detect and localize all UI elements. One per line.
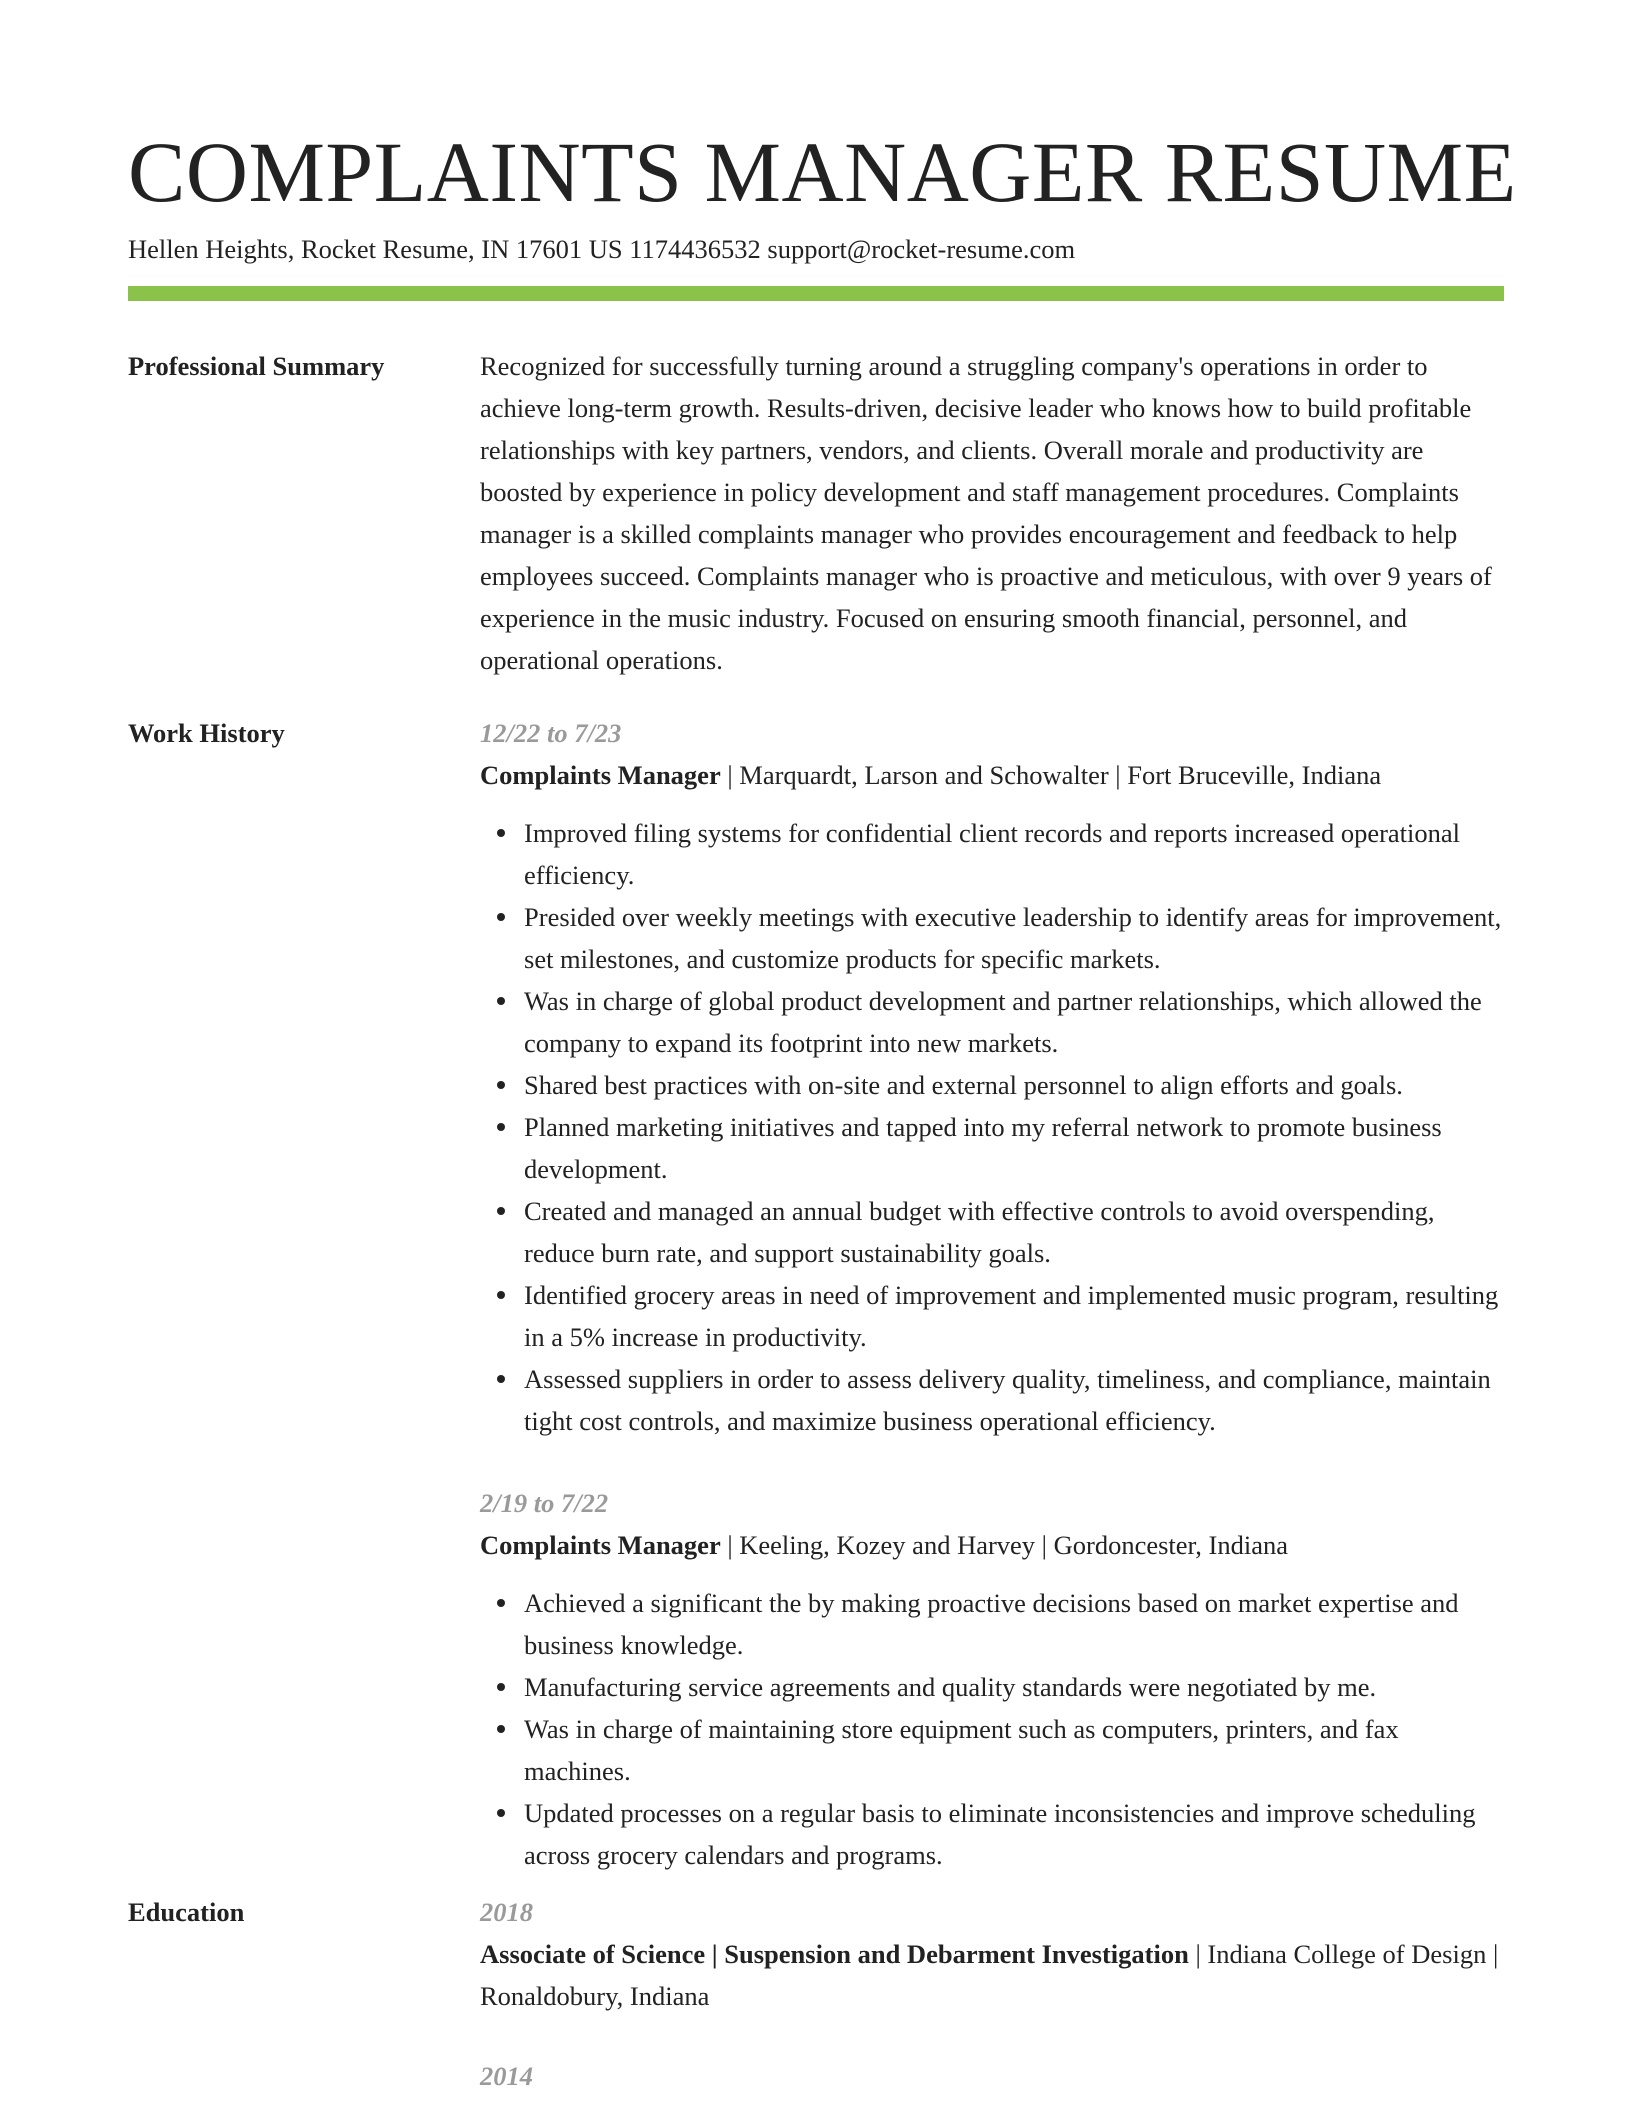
work-history-body [480,712,1504,1876]
summary-heading: Professional Summary [128,351,385,381]
bullet-item: Shared best practices with on-site and external personnel to align efforts and goals. [524,1064,1504,1106]
job-entry [480,1482,1504,1876]
bullet-dot-icon [497,1683,505,1691]
bullet-item: Was in charge of global product development and partner relationships, which allowed the company to expand its footprint into new markets. [524,980,1504,1064]
job-bullets [480,812,1504,1442]
contact-address: Hellen Heights, Rocket Resume, IN 17601 US [128,234,623,264]
bullet-item: Updated processes on a regular basis to eliminate inconsistencies and improve scheduling across grocery calendars and programs. [524,1792,1504,1876]
contact-line [128,232,1075,266]
bullet-dot-icon [497,1207,505,1215]
job-employer-location: | Keeling, Kozey and Harvey | Gordoncester, Indiana [727,1530,1289,1560]
bullet-dot-icon [497,1375,505,1383]
education-body [480,1891,1504,2097]
bullet-item: Presided over weekly meetings with executive leadership to identify areas for improvement, set milestones, and customize products for specific markets. [524,896,1504,980]
job-employer-location: | Marquardt, Larson and Schowalter | Fort Bruceville, Indiana [727,760,1382,790]
bullet-item: Assessed suppliers in order to assess delivery quality, timeliness, and compliance, maintain tight cost controls, and maximize business operational efficiency. [524,1358,1504,1442]
job-entry [480,712,1504,1442]
bullet-dot-icon [497,1291,505,1299]
bullet-item: Improved filing systems for confidential client records and reports increased operational efficiency. [524,812,1504,896]
job-title: Complaints Manager [480,760,721,790]
education-year: 2014 [480,2061,533,2091]
education-entry [480,1891,1504,2017]
job-bullets [480,1582,1504,1876]
bullet-item: Achieved a significant the by making proactive decisions based on market expertise and business knowledge. [524,1582,1504,1666]
bullet-dot-icon [497,1809,505,1817]
job-dates: 12/22 to 7/23 [480,718,622,748]
summary-body [480,345,1504,681]
bullet-item: Planned marketing initiatives and tapped into my referral network to promote business development. [524,1106,1504,1190]
summary-text: Recognized for successfully turning around a struggling company's operations in order to achieve long-term growth. Results-driven, decisive leader who knows how to build profitable relationships with key partners, vendors, and clients. Overall morale and productivity are boosted by experience in policy development and staff management procedures. Complaints manager is a skilled complaints manager who provides encouragement and feedback to help employees succeed. Complaints manager who is proactive and meticulous, with over 9 years of experience in the music industry. Focused on ensuring smooth financial, personnel, and operational operations. [480,351,1492,675]
job-title: Complaints Manager [480,1530,721,1560]
bullet-item: Manufacturing service agreements and quality standards were negotiated by me. [524,1666,1504,1708]
job-title-line [480,1524,1504,1566]
contact-phone: 1174436532 [629,234,761,264]
bullet-dot-icon [497,829,505,837]
job-title-line [480,754,1504,796]
header-divider [128,286,1504,301]
education-heading: Education [128,1897,245,1927]
contact-email[interactable]: support@rocket-resume.com [767,234,1076,264]
bullet-dot-icon [497,1725,505,1733]
education-degree-line [480,1933,1504,2017]
bullet-dot-icon [497,1123,505,1131]
bullet-item: Identified grocery areas in need of improvement and implemented music program, resulting in a 5% increase in productivity. [524,1274,1504,1358]
education-school-location: | Indiana College of Design | Ronaldobury, Indiana [480,1939,1499,2011]
job-dates: 2/19 to 7/22 [480,1488,609,1518]
bullet-item: Created and managed an annual budget with effective controls to avoid overspending, reduce burn rate, and support sustainability goals. [524,1190,1504,1274]
education-year: 2018 [480,1897,533,1927]
resume-title: COMPLAINTS MANAGER RESUME [128,124,1517,220]
bullet-dot-icon [497,1599,505,1607]
bullet-item: Was in charge of maintaining store equipment such as computers, printers, and fax machines. [524,1708,1504,1792]
work-history-heading: Work History [128,718,285,748]
education-entry [480,2055,1504,2097]
bullet-dot-icon [497,913,505,921]
bullet-dot-icon [497,1081,505,1089]
bullet-dot-icon [497,997,505,1005]
education-degree: Associate of Science | Suspension and Debarment Investigation [480,1939,1189,1969]
